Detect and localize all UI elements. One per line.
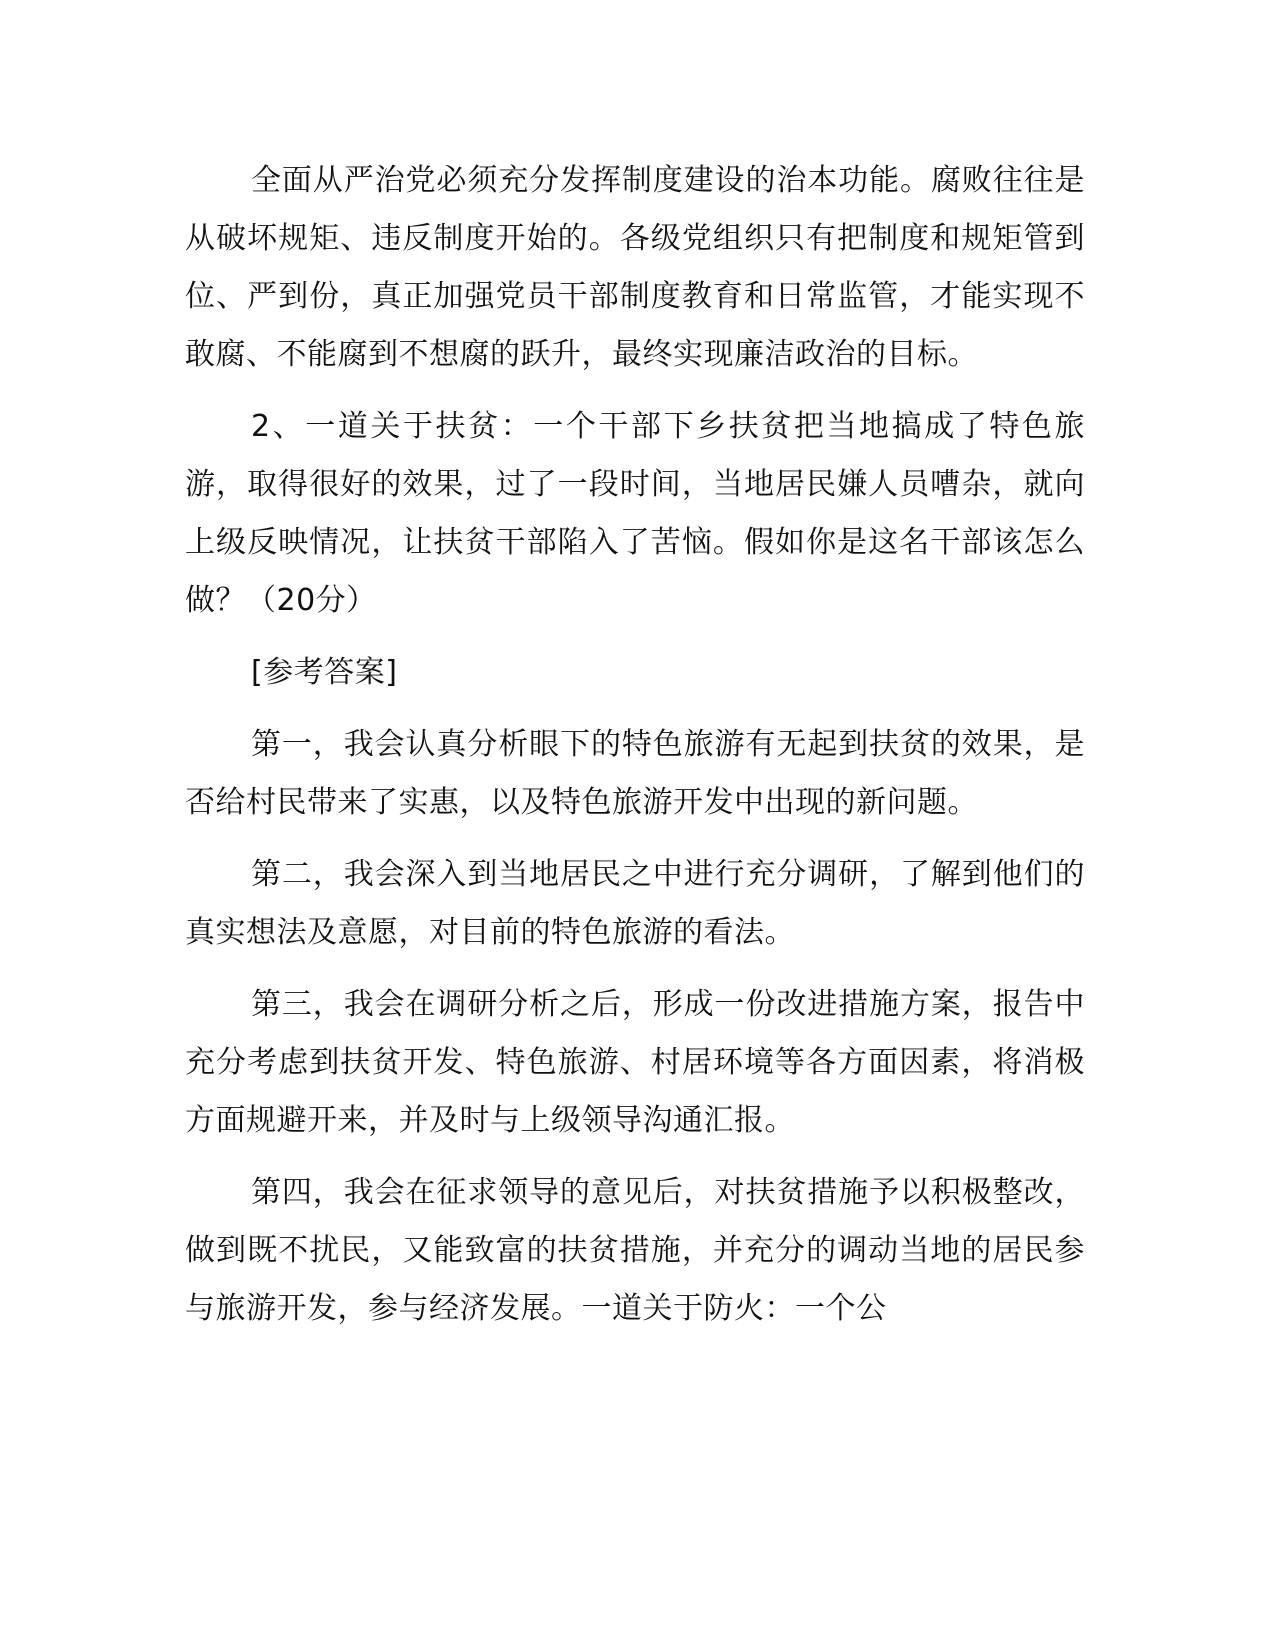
document-body — [185, 152, 1085, 1352]
paragraph-question-poverty: 2、一道关于扶贫：一个干部下乡扶贫把当地搞成了特色旅游，取得很好的效果，过了一段时间，当地居民嫌人员嘈杂，就向上级反映情况，让扶贫干部陷入了苦恼。假如你是这名干部该怎么做？（20分） — [185, 409, 1085, 618]
paragraph-answer-third: 第三，我会在调研分析之后，形成一份改进措施方案，报告中充分考虑到扶贫开发、特色旅游、村居环境等各方面因素，将消极方面规避开来，并及时与上级领导沟通汇报。 — [185, 987, 1085, 1138]
paragraph-answer-first: 第一，我会认真分析眼下的特色旅游有无起到扶贫的效果，是否给村民带来了实惠，以及特色旅游开发中出现的新问题。 — [185, 727, 1085, 820]
paragraph-answer-second: 第二，我会深入到当地居民之中进行充分调研，了解到他们的真实想法及意愿，对目前的特色旅游的看法。 — [185, 857, 1085, 950]
paragraph-answer-fourth: 第四，我会在征求领导的意见后，对扶贫措施予以积极整改，做到既不扰民，又能致富的扶贫措施，并充分的调动当地的居民参与旅游开发，参与经济发展。一道关于防火：一个公 — [185, 1175, 1085, 1326]
paragraph-system-building: 全面从严治党必须充分发挥制度建设的治本功能。腐败往往是从破坏规矩、违反制度开始的。各级党组织只有把制度和规矩管到位、严到份，真正加强党员干部制度教育和日常监管，才能实现不敢腐、不能腐到不想腐的跃升，最终实现廉洁政治的目标。 — [185, 163, 1085, 372]
paragraph-reference-answer-heading: [参考答案] — [251, 655, 398, 690]
